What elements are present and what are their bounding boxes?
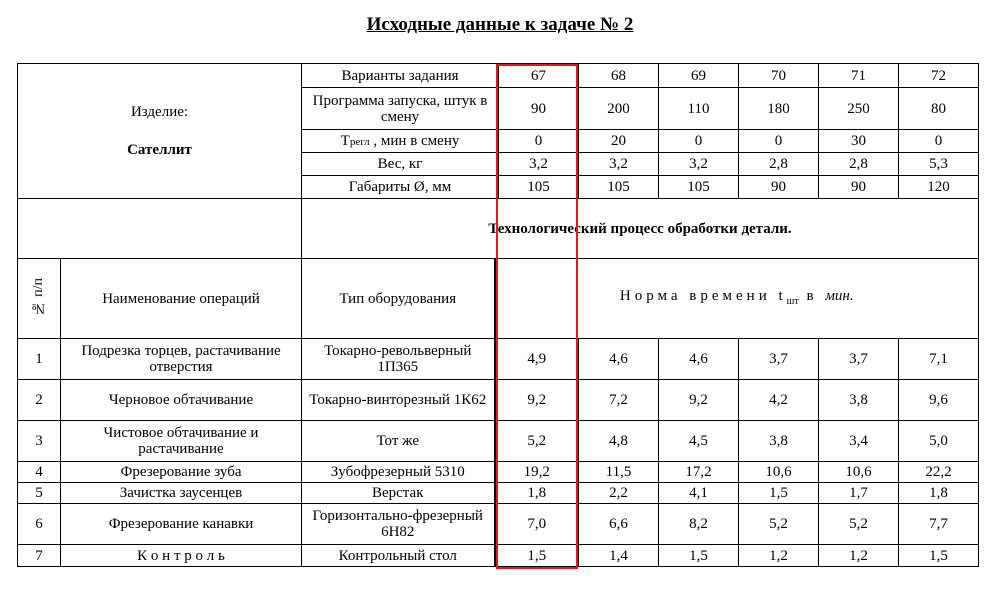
product-name: Сателлит [127, 142, 192, 158]
param-value: 80 [899, 88, 979, 130]
op-name: Подрезка торцев, растачивание отверстия [61, 339, 302, 380]
param-name-sub: регл [349, 135, 370, 148]
param-name-main: T [340, 132, 350, 149]
op-name: Черновое обтачивание [61, 380, 302, 421]
op-num: 2 [18, 380, 61, 421]
param-value: 120 [899, 176, 979, 199]
op-value: 1,2 [739, 545, 819, 567]
op-value: 3,8 [739, 421, 819, 462]
op-name: К о н т р о л ь [61, 545, 302, 567]
header-norm-main: Норма времени t [619, 287, 787, 304]
op-value: 4,5 [659, 421, 739, 462]
op-value: 1,5 [739, 483, 819, 504]
header-num-text: № п/п [31, 277, 46, 316]
op-value: 5,2 [495, 421, 579, 462]
op-equipment: Тот же [302, 421, 495, 462]
header-equipment: Тип оборудования [302, 259, 495, 339]
op-value: 4,1 [659, 483, 739, 504]
op-value: 1,5 [659, 545, 739, 567]
table-row [18, 462, 979, 483]
param-value: 90 [739, 176, 819, 199]
op-value: 7,1 [899, 339, 979, 380]
op-value: 5,2 [739, 504, 819, 545]
op-equipment: Горизонтально-фрезерный 6Н82 [302, 504, 495, 545]
op-value: 9,6 [899, 380, 979, 421]
page-title: Исходные данные к задаче № 2 [366, 14, 634, 35]
table-row [18, 421, 979, 462]
param-value: 90 [499, 88, 579, 130]
param-value: 110 [659, 88, 739, 130]
header-norm-unit: мин. [825, 287, 854, 304]
header-row [18, 259, 979, 339]
op-value: 8,2 [659, 504, 739, 545]
param-name-rest: , мин в смену [369, 132, 460, 149]
table-row [18, 339, 979, 380]
param-value: 3,2 [659, 153, 739, 176]
op-value: 9,2 [495, 380, 579, 421]
op-equipment: Токарно-револьверный 1П365 [302, 339, 495, 380]
param-value: 30 [819, 130, 899, 153]
op-value: 7,2 [579, 380, 659, 421]
op-value: 10,6 [739, 462, 819, 483]
param-value: 2,8 [819, 153, 899, 176]
param-value: 71 [819, 64, 899, 88]
op-equipment: Токарно-винторезный 1К62 [302, 380, 495, 421]
param-value: 90 [819, 176, 899, 199]
param-value: 105 [499, 176, 579, 199]
param-value: 68 [579, 64, 659, 88]
product-label: Изделие: [130, 104, 189, 120]
param-value: 105 [659, 176, 739, 199]
op-value: 5,2 [819, 504, 899, 545]
op-value: 1,8 [899, 483, 979, 504]
op-value: 3,7 [819, 339, 899, 380]
param-value: 0 [739, 130, 819, 153]
op-value: 10,6 [819, 462, 899, 483]
table-row [18, 545, 979, 567]
header-operation: Наименование операций [61, 259, 302, 339]
param-value: 105 [579, 176, 659, 199]
op-value: 7,7 [899, 504, 979, 545]
op-name: Фрезерование зуба [61, 462, 302, 483]
op-num: 6 [18, 504, 61, 545]
table-row [18, 483, 979, 504]
op-equipment: Верстак [302, 483, 495, 504]
header-num [18, 259, 61, 339]
op-num: 4 [18, 462, 61, 483]
param-value: 2,8 [739, 153, 819, 176]
op-value: 1,4 [579, 545, 659, 567]
param-name: Габариты Ø, мм [302, 176, 499, 199]
table-row [18, 380, 979, 421]
param-value: 3,2 [499, 153, 579, 176]
op-num: 3 [18, 421, 61, 462]
param-value: 250 [819, 88, 899, 130]
op-value: 7,0 [495, 504, 579, 545]
product-cell [18, 64, 302, 199]
op-value: 3,4 [819, 421, 899, 462]
op-name: Чистовое обтачивание и растачивание [61, 421, 302, 462]
header-norm-in: в [798, 287, 826, 304]
empty-cell [18, 199, 302, 259]
op-name: Зачистка заусенцев [61, 483, 302, 504]
op-value: 9,2 [659, 380, 739, 421]
header-norm [495, 259, 979, 339]
data-table [17, 63, 979, 567]
param-name: Вес, кг [302, 153, 499, 176]
op-value: 1,2 [819, 545, 899, 567]
param-value: 67 [499, 64, 579, 88]
process-title: Технологический процесс обработки детали. [302, 199, 979, 259]
op-equipment: Контрольный стол [302, 545, 495, 567]
op-value: 1,5 [899, 545, 979, 567]
op-value: 4,2 [739, 380, 819, 421]
op-value: 3,8 [819, 380, 899, 421]
op-value: 17,2 [659, 462, 739, 483]
op-value: 1,5 [495, 545, 579, 567]
table-row [18, 504, 979, 545]
param-value: 180 [739, 88, 819, 130]
op-value: 2,2 [579, 483, 659, 504]
op-value: 19,2 [495, 462, 579, 483]
op-value: 22,2 [899, 462, 979, 483]
param-value: 0 [659, 130, 739, 153]
param-value: 70 [739, 64, 819, 88]
header-norm-sub: шт [786, 295, 799, 307]
param-value: 72 [899, 64, 979, 88]
op-value: 1,7 [819, 483, 899, 504]
param-value: 0 [499, 130, 579, 153]
op-value: 4,6 [659, 339, 739, 380]
op-value: 1,8 [495, 483, 579, 504]
param-value: 3,2 [579, 153, 659, 176]
param-value: 5,3 [899, 153, 979, 176]
op-value: 4,6 [579, 339, 659, 380]
param-name: Варианты задания [302, 64, 499, 88]
param-value: 200 [579, 88, 659, 130]
param-value: 69 [659, 64, 739, 88]
op-value: 3,7 [739, 339, 819, 380]
op-value: 5,0 [899, 421, 979, 462]
param-value: 20 [579, 130, 659, 153]
param-row [18, 64, 979, 88]
op-value: 4,9 [495, 339, 579, 380]
param-name: Программа запуска, штук в смену [302, 88, 499, 130]
op-num: 7 [18, 545, 61, 567]
op-equipment: Зубофрезерный 5310 [302, 462, 495, 483]
op-num: 5 [18, 483, 61, 504]
op-name: Фрезерование канавки [61, 504, 302, 545]
op-value: 6,6 [579, 504, 659, 545]
param-name [302, 130, 499, 153]
param-value: 0 [899, 130, 979, 153]
process-title-row [18, 199, 979, 259]
op-value: 11,5 [579, 462, 659, 483]
op-num: 1 [18, 339, 61, 380]
op-value: 4,8 [579, 421, 659, 462]
